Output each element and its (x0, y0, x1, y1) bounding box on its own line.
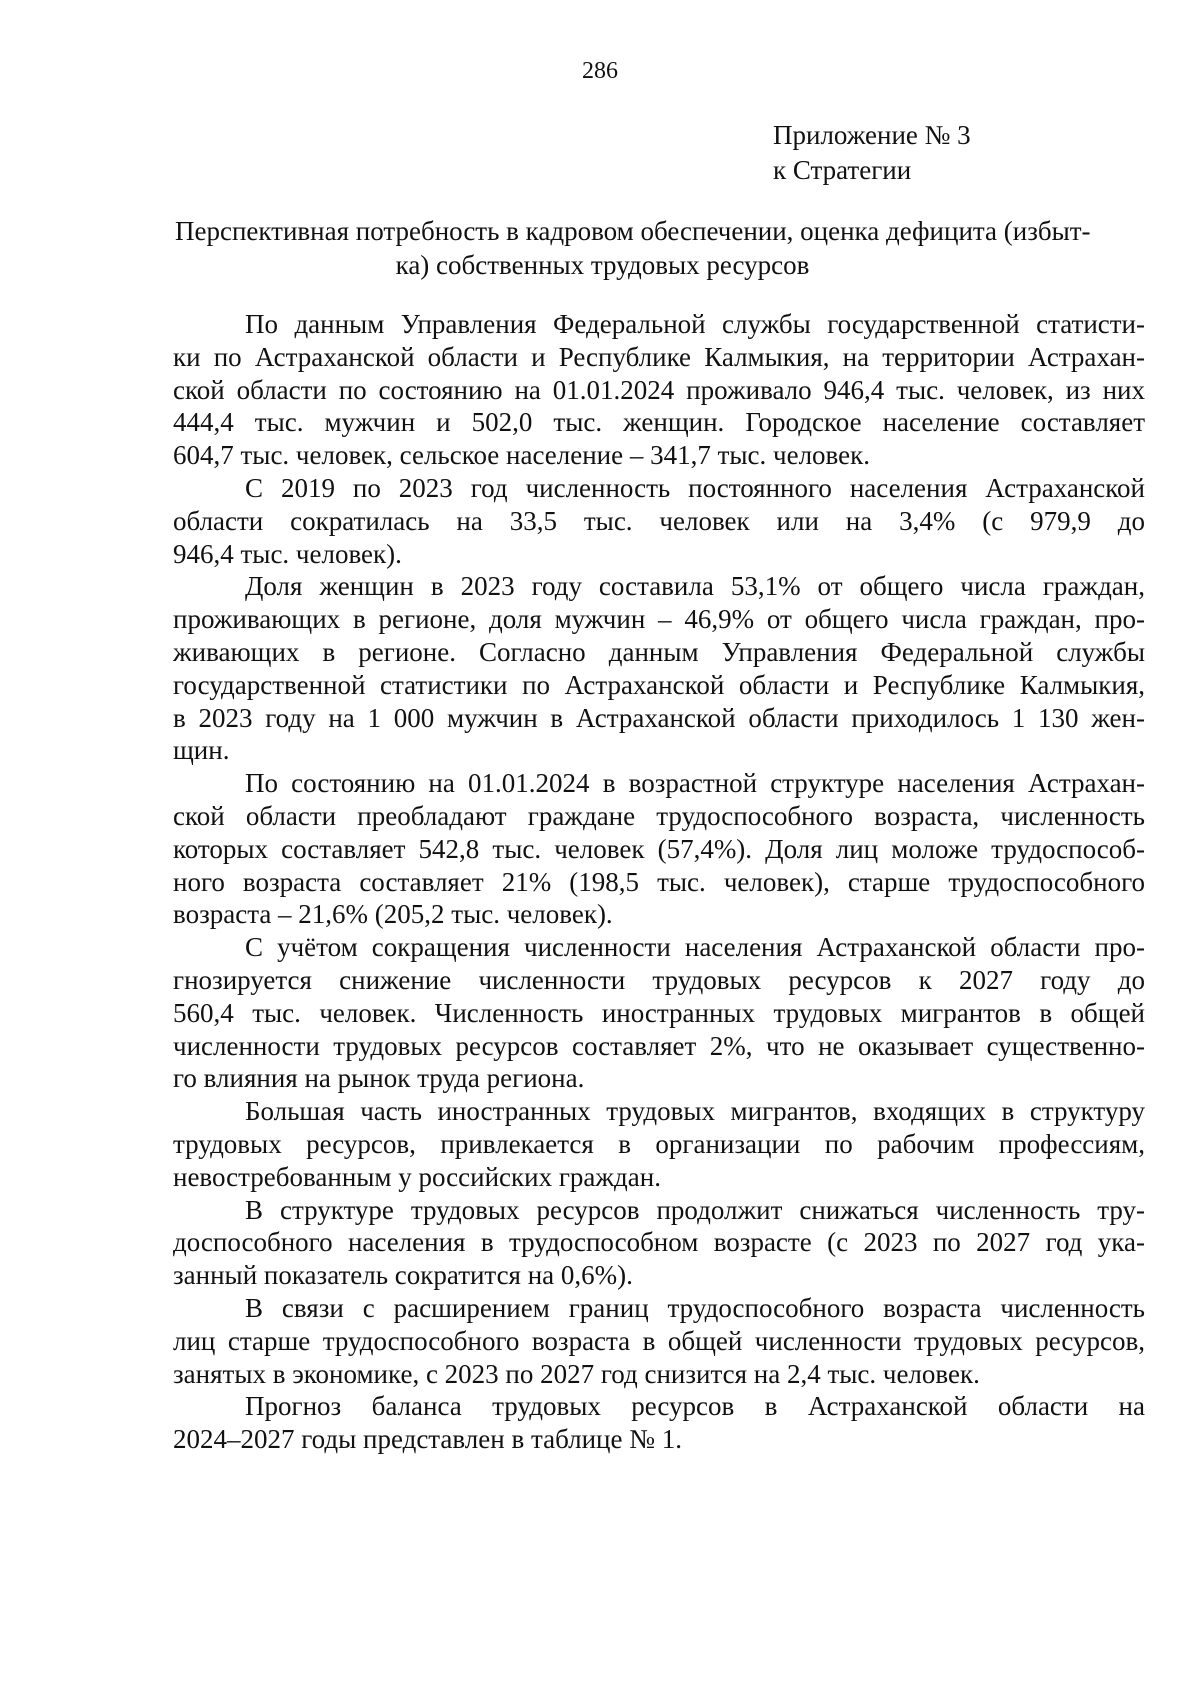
body-paragraph (173, 1194, 1145, 1292)
paragraph-line: доспособного населения в трудоспособном возрасте (с 2023 по 2027 год ука- (173, 1227, 1145, 1258)
body-paragraph (173, 308, 1145, 472)
paragraph-line: 560,4 тыс. человек. Численность иностранных трудовых мигрантов в общей (173, 997, 1145, 1028)
appendix-reference (773, 118, 971, 188)
body-paragraph (173, 1390, 1145, 1456)
section-title-line: Перспективная потребность в кадровом обеспечении, оценка дефицита (избыт- (175, 216, 1091, 246)
paragraph-line: трудовых ресурсов, привлекается в организации по рабочим профессиям, (173, 1128, 1145, 1159)
paragraph-line: проживающих в регионе, доля мужчин – 46,9% от общего числа граждан, про- (173, 604, 1145, 635)
paragraph-line: лиц старше трудоспособного возраста в общей численности трудовых ресурсов, (173, 1325, 1145, 1356)
appendix-number: Приложение № 3 (773, 120, 971, 150)
document-body (173, 308, 1145, 1456)
paragraph-line: С учётом сокращения численности населения Астраханской области про- (245, 932, 1145, 963)
paragraph-line: живающих в регионе. Согласно данным Управления Федеральной службы (173, 636, 1145, 667)
paragraph-line: 2024–2027 годы представлен в таблице № 1. (173, 1424, 683, 1455)
paragraph-line: в 2023 году на 1 000 мужчин в Астраханской области приходилось 1 130 жен- (173, 702, 1145, 733)
paragraph-line: ской области по состоянию на 01.01.2024 проживало 946,4 тыс. человек, из них (173, 374, 1145, 405)
body-paragraph (173, 570, 1145, 767)
paragraph-line: которых составляет 542,8 тыс. человек (57,4%). Доля лиц моложе трудоспособ- (173, 833, 1145, 864)
paragraph-line: го влияния на рынок труда региона. (173, 1063, 585, 1094)
body-paragraph (173, 1292, 1145, 1390)
body-paragraph (173, 931, 1145, 1095)
paragraph-line: невостребованным у российских граждан. (173, 1161, 661, 1192)
section-title-line: ка) собственных трудовых ресурсов (395, 250, 810, 280)
paragraph-line: По состоянию на 01.01.2024 в возрастной структуре населения Астрахан- (245, 768, 1145, 799)
paragraph-line: государственной статистики по Астраханской области и Республике Калмыкия, (173, 669, 1145, 700)
paragraph-line: ки по Астраханской области и Республике Калмыкия, на территории Астрахан- (173, 341, 1145, 372)
paragraph-line: области сократилась на 33,5 тыс. человек или на 3,4% (с 979,9 до (173, 505, 1145, 536)
paragraph-line: щин. (173, 735, 230, 766)
paragraph-line: ской области преобладают граждане трудоспособного возраста, численность (173, 800, 1145, 831)
body-paragraph (173, 472, 1145, 570)
section-title (175, 214, 1091, 282)
body-paragraph (173, 767, 1145, 931)
appendix-strategy: к Стратегии (773, 155, 912, 185)
body-paragraph (173, 1095, 1145, 1193)
paragraph-line: гнозируется снижение численности трудовых ресурсов к 2027 году до (173, 964, 1145, 995)
paragraph-line: занятых в экономике, с 2023 по 2027 год снизится на 2,4 тыс. человек. (173, 1358, 980, 1389)
paragraph-line: Большая часть иностранных трудовых мигрантов, входящих в структуру (245, 1096, 1145, 1127)
paragraph-line: ного возраста составляет 21% (198,5 тыс. человек), старше трудоспособного (173, 866, 1145, 897)
page-number: 286 (582, 58, 618, 84)
paragraph-line: По данным Управления Федеральной службы государственной статисти- (245, 309, 1145, 339)
paragraph-line: Прогноз баланса трудовых ресурсов в Астраханской области на (245, 1391, 1145, 1422)
paragraph-line: численности трудовых ресурсов составляет 2%, что не оказывает существенно- (173, 1030, 1145, 1061)
paragraph-line: занный показатель сократится на 0,6%). (173, 1260, 633, 1291)
paragraph-line: 604,7 тыс. человек, сельское население – 341,7 тыс. человек. (173, 440, 871, 471)
paragraph-line: В связи с расширением границ трудоспособного возраста численность (245, 1292, 1145, 1323)
paragraph-line: С 2019 по 2023 год численность постоянного населения Астраханской (245, 472, 1145, 503)
paragraph-line: В структуре трудовых ресурсов продолжит снижаться численность тру- (245, 1194, 1145, 1225)
paragraph-line: возраста – 21,6% (205,2 тыс. человек). (173, 899, 613, 930)
paragraph-line: 444,4 тыс. мужчин и 502,0 тыс. женщин. Городское население составляет (173, 407, 1145, 438)
paragraph-line: Доля женщин в 2023 году составила 53,1% от общего числа граждан, (245, 571, 1145, 602)
paragraph-line: 946,4 тыс. человек). (173, 538, 402, 569)
